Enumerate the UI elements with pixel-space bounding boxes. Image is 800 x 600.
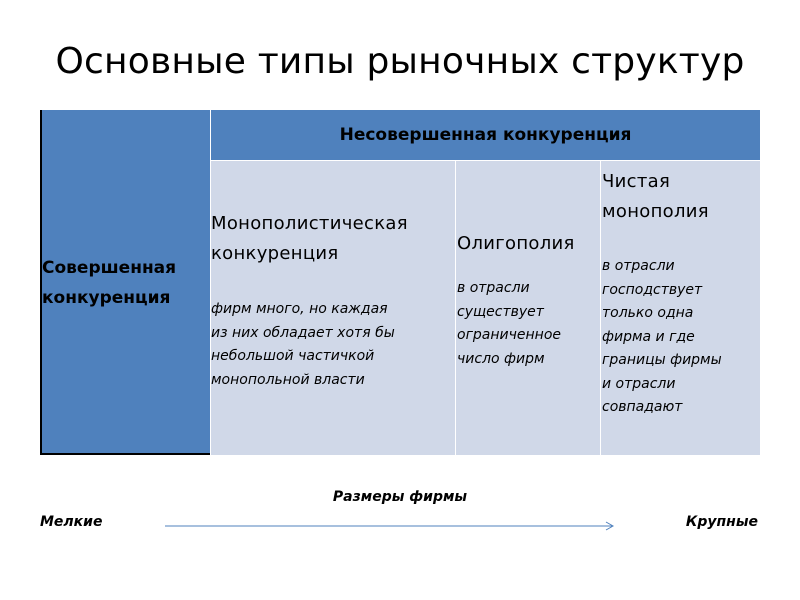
monopolistic-description-line: из них обладает хотя бы: [211, 324, 395, 341]
oligopoly-description: [457, 277, 597, 371]
pure-monopoly-description-line: фирма и где: [602, 328, 695, 345]
oligopoly-name: Олигополия: [457, 233, 575, 254]
pure-monopoly-description: [602, 255, 757, 420]
pure-monopoly-name: [602, 167, 757, 227]
perfect-competition-label-line-1: Совершенная: [42, 258, 177, 278]
pure-monopoly-description-line: границы фирмы: [602, 352, 722, 368]
pure-monopoly-description-line: совпадают: [602, 399, 683, 415]
monopolistic-competition-description: [211, 298, 451, 392]
monopolistic-competition-name: [211, 209, 455, 269]
oligopoly-description-line: в отрасли: [457, 280, 530, 296]
monopolistic-description-line: фирм много, но каждая: [211, 301, 388, 317]
pure-monopoly-description-line: в отрасли: [602, 258, 675, 274]
large-firms-label: Крупные: [685, 514, 758, 530]
perfect-competition-cell: [40, 110, 210, 455]
pure-monopoly-name-line-1: Чистая: [602, 171, 671, 192]
firm-size-arrow: [165, 519, 617, 533]
monopolistic-competition-name-line-2: конкуренция: [211, 243, 339, 264]
oligopoly-description-line: ограниченное: [457, 327, 562, 343]
firm-size-caption: Размеры фирмы: [332, 489, 468, 505]
oligopoly-description-line: существует: [457, 303, 544, 320]
oligopoly-cell: [456, 161, 600, 455]
perfect-competition-label: [42, 253, 210, 313]
oligopoly-description-line: число фирм: [457, 350, 545, 367]
monopolistic-description-line: небольшой частичкой: [211, 348, 375, 364]
pure-monopoly-name-line-2: монополия: [602, 201, 709, 222]
monopolistic-description-line: монопольной власти: [211, 371, 365, 388]
small-firms-label: Мелкие: [40, 514, 103, 530]
slide-title: Основные типы рыночных структур: [55, 41, 745, 82]
imperfect-competition-header: Несовершенная конкуренция: [211, 110, 760, 160]
pure-monopoly-cell: [601, 161, 760, 455]
pure-monopoly-description-line: и отрасли: [602, 375, 676, 392]
pure-monopoly-description-line: господствует: [602, 281, 703, 298]
perfect-competition-label-line-2: конкуренция: [42, 288, 171, 308]
monopolistic-competition-cell: [211, 161, 455, 455]
pure-monopoly-description-line: только одна: [602, 305, 694, 321]
monopolistic-competition-name-line-1: Монополистическая: [211, 213, 408, 234]
